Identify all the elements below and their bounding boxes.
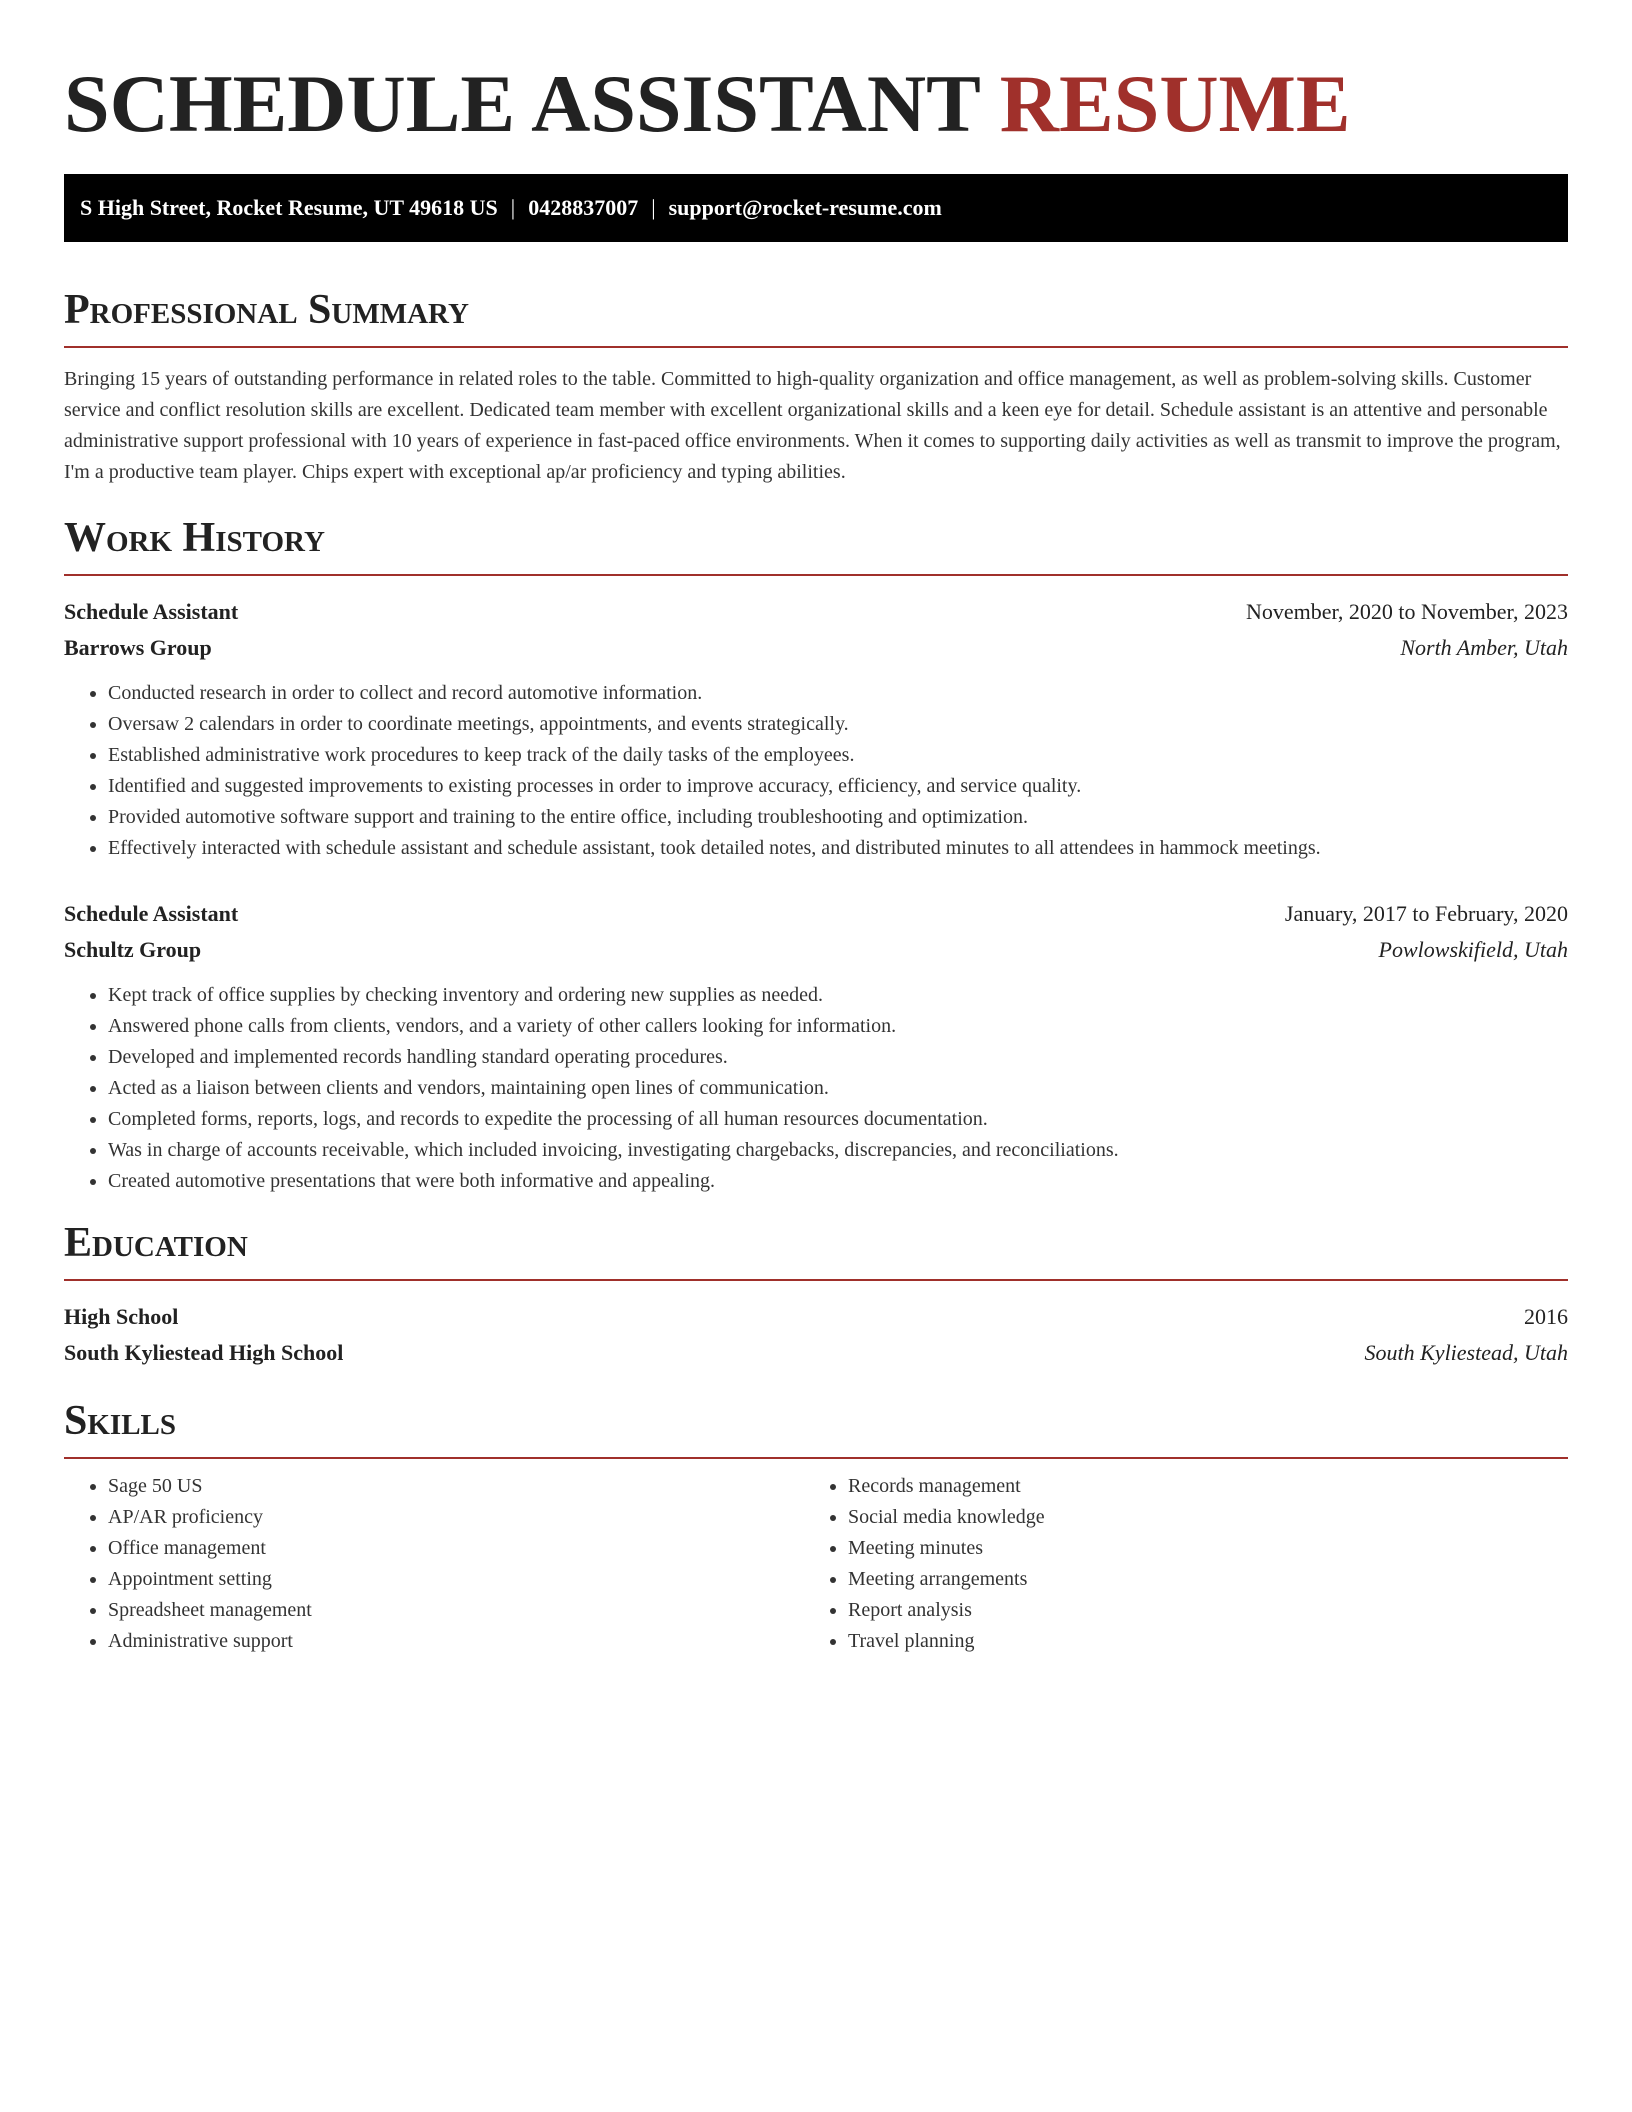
education-school-row (64, 1335, 1568, 1371)
section-divider (64, 346, 1568, 348)
skill-item: • AP/AR proficiency (108, 1502, 804, 1533)
job-header-row (64, 594, 1568, 630)
contact-address: S High Street, Rocket Resume, UT 49618 US (80, 195, 498, 220)
job-company-row (64, 932, 1568, 968)
list-item: • Provided automotive software support and training to the entire office, including troubleshooting and optimization. (108, 802, 1568, 833)
job-title: Schedule Assistant (64, 599, 239, 624)
list-item: • Conducted research in order to collect and record automotive information. (108, 678, 1568, 709)
list-item: • Created automotive presentations that were both informative and appealing. (108, 1166, 1568, 1197)
list-item: • Kept track of office supplies by checking inventory and ordering new supplies as needed. (108, 980, 1568, 1011)
job-entry (64, 896, 1568, 1197)
contact-phone[interactable]: 0428837007 (528, 195, 639, 220)
list-item: • Answered phone calls from clients, vendors, and a variety of other callers looking for information. (108, 1011, 1568, 1042)
section-heading-work-history: Work History (64, 515, 325, 561)
skill-item: • Social media knowledge (848, 1502, 1544, 1533)
skills-list-left (64, 1471, 804, 1657)
section-divider (64, 1457, 1568, 1459)
skills-list-right (804, 1471, 1544, 1657)
skill-item: • Meeting minutes (848, 1533, 1544, 1564)
title-accent: RESUME (999, 58, 1351, 149)
skill-item: • Travel planning (848, 1626, 1544, 1657)
education-location: South Kyliestead, Utah (1364, 1340, 1568, 1365)
job-duties-list (64, 980, 1568, 1197)
skill-item: • Spreadsheet management (108, 1595, 804, 1626)
job-dates: January, 2017 to February, 2020 (1284, 901, 1568, 926)
summary-section (64, 286, 1568, 488)
section-divider (64, 574, 1568, 576)
job-company: Barrows Group (64, 635, 212, 660)
section-heading-skills: Skills (64, 1398, 177, 1444)
job-company: Schultz Group (64, 937, 202, 962)
resume-page (64, 0, 1568, 1657)
job-entry (64, 594, 1568, 864)
contact-email[interactable]: support@rocket-resume.com (668, 195, 942, 220)
skill-item: • Records management (848, 1471, 1544, 1502)
list-item: • Completed forms, reports, logs, and records to expedite the processing of all human resources documentation. (108, 1104, 1568, 1135)
job-company-row (64, 630, 1568, 666)
education-year: 2016 (1524, 1304, 1568, 1329)
section-divider (64, 1279, 1568, 1281)
skill-item: • Meeting arrangements (848, 1564, 1544, 1595)
job-duties-list (64, 678, 1568, 864)
education-degree: High School (64, 1304, 179, 1329)
skill-item: • Administrative support (108, 1626, 804, 1657)
list-item: • Developed and implemented records handling standard operating procedures. (108, 1042, 1568, 1073)
skills-columns (64, 1471, 1568, 1657)
education-degree-row (64, 1299, 1568, 1335)
job-dates: November, 2020 to November, 2023 (1245, 599, 1568, 624)
work-history-section (64, 514, 1568, 1197)
skill-item: • Report analysis (848, 1595, 1544, 1626)
section-heading-summary: Professional Summary (64, 287, 469, 333)
list-item: • Established administrative work procedures to keep track of the daily tasks of the employees. (108, 740, 1568, 771)
education-section (64, 1219, 1568, 1371)
resume-title (64, 0, 1568, 154)
job-title: Schedule Assistant (64, 901, 239, 926)
skill-item: • Office management (108, 1533, 804, 1564)
job-location: North Amber, Utah (1400, 635, 1568, 660)
list-item: • Effectively interacted with schedule assistant and schedule assistant, took detailed notes, and distributed minutes to all attendees in hammock meetings. (108, 833, 1568, 864)
skill-item: • Sage 50 US (108, 1471, 804, 1502)
list-item: • Was in charge of accounts receivable, which included invoicing, investigating chargebacks, discrepancies, and reconciliations. (108, 1135, 1568, 1166)
list-item: • Acted as a liaison between clients and vendors, maintaining open lines of communication. (108, 1073, 1568, 1104)
title-main: SCHEDULE ASSISTANT (64, 58, 980, 149)
skills-section (64, 1397, 1568, 1657)
list-item: • Identified and suggested improvements to existing processes in order to improve accuracy, efficiency, and service quality. (108, 771, 1568, 802)
education-school: South Kyliestead High School (64, 1340, 344, 1365)
list-item: • Oversaw 2 calendars in order to coordinate meetings, appointments, and events strategically. (108, 709, 1568, 740)
job-header-row (64, 896, 1568, 932)
contact-bar (64, 174, 1568, 242)
contact-separator: | (651, 195, 656, 220)
skill-item: • Appointment setting (108, 1564, 804, 1595)
job-location: Powlowskifield, Utah (1378, 937, 1568, 962)
contact-separator: | (510, 195, 516, 220)
summary-text: Bringing 15 years of outstanding performance in related roles to the table. Committed to high-quality organization and office management, as well as problem-solving skills. Customer service and conflict resolution skills are excellent. Dedicated team member with excellent organizational skills and a keen eye for detail. Schedule assistant is an attentive and personable administrative support professional with 10 years of experience in fast-paced office environments. When it comes to supporting daily activities as well as transmit to improve the program, I'm a productive team player. Chips expert with exceptional ap/ar proficiency and typing abilities. (64, 368, 1561, 483)
section-heading-education: Education (64, 1220, 248, 1266)
education-entry (64, 1299, 1568, 1371)
